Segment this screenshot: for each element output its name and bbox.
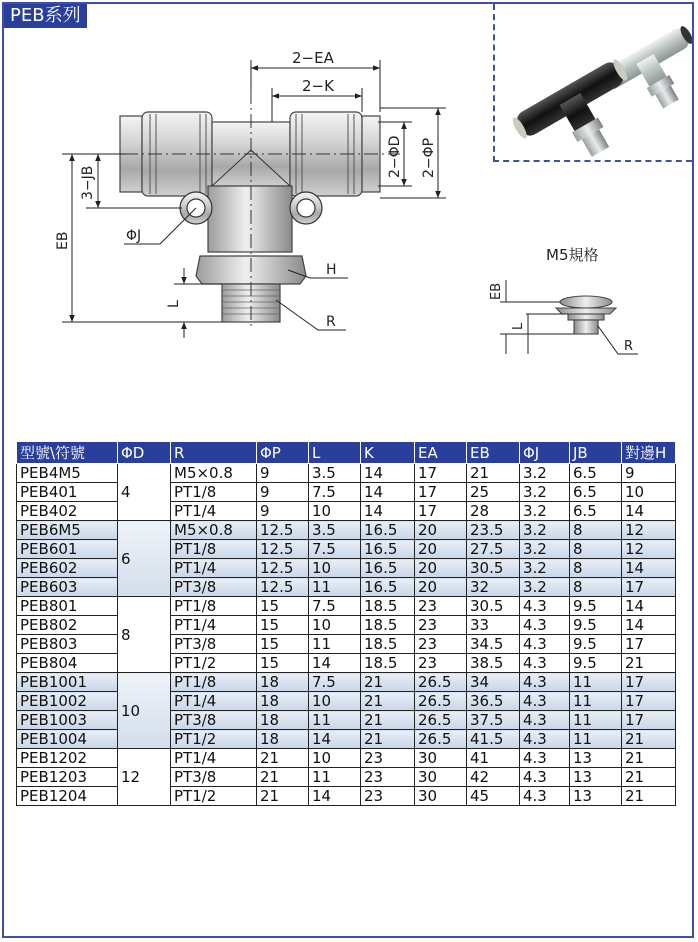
table-cell: 16.5: [361, 521, 415, 540]
table-cell: PT1/4: [171, 559, 257, 578]
table-cell: 3.2: [520, 521, 570, 540]
table-cell: PEB602: [17, 559, 118, 578]
table-cell: PEB803: [17, 635, 118, 654]
table-cell: 11: [570, 692, 622, 711]
table-cell: 17: [415, 483, 467, 502]
table-cell: 8: [570, 578, 622, 597]
table-cell: 4.3: [520, 711, 570, 730]
table-cell: 28: [467, 502, 520, 521]
table-row: [17, 540, 676, 559]
table-cell: 4: [118, 464, 171, 521]
table-cell: 14: [309, 730, 361, 749]
table-cell: 45: [467, 787, 520, 806]
table-cell: 33: [467, 616, 520, 635]
table-cell: 21: [361, 730, 415, 749]
table-cell: 3.2: [520, 540, 570, 559]
table-cell: 8: [570, 559, 622, 578]
table-cell: 21: [361, 711, 415, 730]
table-cell: 4.3: [520, 597, 570, 616]
table-cell: 20: [415, 578, 467, 597]
table-row: [17, 464, 676, 483]
table-cell: 6: [118, 521, 171, 597]
table-cell: 21: [361, 673, 415, 692]
table-cell: PT3/8: [171, 711, 257, 730]
column-header: JB: [570, 442, 622, 464]
table-cell: 17: [622, 692, 676, 711]
table-cell: 10: [309, 559, 361, 578]
table-cell: 12: [118, 749, 171, 806]
table-cell: 10: [309, 749, 361, 768]
table-cell: 7.5: [309, 540, 361, 559]
table-row: [17, 597, 676, 616]
table-cell: 14: [361, 502, 415, 521]
table-cell: 3.2: [520, 559, 570, 578]
table-cell: 14: [622, 502, 676, 521]
column-header: 對邊H: [622, 442, 676, 464]
table-cell: 42: [467, 768, 520, 787]
table-cell: PEB802: [17, 616, 118, 635]
table-cell: 4.3: [520, 768, 570, 787]
column-header: L: [309, 442, 361, 464]
table-cell: 11: [309, 768, 361, 787]
table-cell: 10: [309, 502, 361, 521]
column-header: R: [171, 442, 257, 464]
dim-eb-label: EB: [55, 231, 71, 250]
table-cell: 14: [361, 483, 415, 502]
table-cell: M5×0.8: [171, 464, 257, 483]
table-cell: 18.5: [361, 635, 415, 654]
table-cell: 14: [622, 559, 676, 578]
table-cell: 4.3: [520, 654, 570, 673]
table-cell: 17: [415, 502, 467, 521]
table-cell: 23: [361, 787, 415, 806]
table-row: [17, 654, 676, 673]
table-cell: PEB1004: [17, 730, 118, 749]
table-cell: PT3/8: [171, 768, 257, 787]
dim-3jb-label: 3−JB: [80, 165, 96, 200]
table-row: [17, 730, 676, 749]
table-cell: PEB1002: [17, 692, 118, 711]
spec-table: [16, 441, 676, 806]
table-cell: 21: [361, 692, 415, 711]
table-cell: 9.5: [570, 654, 622, 673]
table-cell: 3.2: [520, 483, 570, 502]
column-header: ΦD: [118, 442, 171, 464]
table-cell: 9: [257, 502, 309, 521]
table-cell: 34.5: [467, 635, 520, 654]
table-cell: 21: [622, 654, 676, 673]
table-cell: 14: [622, 616, 676, 635]
table-cell: 16.5: [361, 559, 415, 578]
table-body: [17, 464, 676, 806]
table-header-row: [17, 442, 676, 464]
dim-2phip-label: 2−ΦP: [421, 137, 437, 178]
table-cell: PT1/8: [171, 597, 257, 616]
m5-dim-l-label: L: [511, 322, 526, 330]
m5-drawing: [470, 230, 690, 370]
table-cell: 21: [257, 768, 309, 787]
table-cell: 34: [467, 673, 520, 692]
table-row: [17, 635, 676, 654]
dim-phij-label: ΦJ: [126, 228, 142, 244]
table-cell: 7.5: [309, 483, 361, 502]
table-cell: 6.5: [570, 502, 622, 521]
table-cell: 18.5: [361, 654, 415, 673]
table-cell: 6.5: [570, 464, 622, 483]
table-cell: 21: [257, 749, 309, 768]
table-cell: 15: [257, 597, 309, 616]
table-cell: PEB402: [17, 502, 118, 521]
table-cell: PT3/8: [171, 635, 257, 654]
table-cell: 41.5: [467, 730, 520, 749]
table-cell: 9: [257, 483, 309, 502]
dim-2ea-label: 2−EA: [292, 49, 334, 67]
table-cell: 17: [622, 673, 676, 692]
table-cell: 26.5: [415, 673, 467, 692]
table-cell: 4.3: [520, 730, 570, 749]
table-cell: 18.5: [361, 597, 415, 616]
table-cell: 21: [257, 787, 309, 806]
column-header: K: [361, 442, 415, 464]
table-row: [17, 673, 676, 692]
table-cell: 12.5: [257, 559, 309, 578]
m5-dim-r-label: R: [624, 339, 634, 354]
table-row: [17, 559, 676, 578]
table-cell: 12.5: [257, 540, 309, 559]
table-cell: 4.3: [520, 692, 570, 711]
table-cell: 11: [309, 578, 361, 597]
table-cell: PT1/2: [171, 730, 257, 749]
dim-2phid-label: 2−ΦD: [387, 135, 403, 178]
column-header: ΦJ: [520, 442, 570, 464]
dim-h-label: H: [326, 262, 337, 278]
table-cell: PEB1003: [17, 711, 118, 730]
table-cell: 23: [415, 597, 467, 616]
table-cell: 17: [622, 711, 676, 730]
table-cell: 9.5: [570, 635, 622, 654]
table-cell: 11: [570, 711, 622, 730]
table-cell: 18: [257, 692, 309, 711]
m5-title: M5規格: [546, 246, 599, 264]
table-cell: 20: [415, 540, 467, 559]
table-cell: 21: [622, 730, 676, 749]
table-cell: PEB4M5: [17, 464, 118, 483]
column-header: EB: [467, 442, 520, 464]
table-cell: 14: [622, 597, 676, 616]
table-cell: 11: [309, 711, 361, 730]
table-cell: 26.5: [415, 730, 467, 749]
table-cell: 12: [622, 521, 676, 540]
table-cell: PEB1202: [17, 749, 118, 768]
table-cell: 4.3: [520, 616, 570, 635]
table-cell: 27.5: [467, 540, 520, 559]
table-cell: PEB6M5: [17, 521, 118, 540]
table-cell: PEB603: [17, 578, 118, 597]
table-cell: 10: [309, 692, 361, 711]
table-cell: 9.5: [570, 597, 622, 616]
table-cell: PT1/4: [171, 616, 257, 635]
table-cell: 4.3: [520, 787, 570, 806]
table-cell: 41: [467, 749, 520, 768]
table-cell: 15: [257, 635, 309, 654]
table-cell: 18.5: [361, 616, 415, 635]
table-cell: 8: [118, 597, 171, 673]
table-row: [17, 578, 676, 597]
table-cell: 30: [415, 768, 467, 787]
dimension-drawing: [0, 0, 493, 360]
table-row: [17, 768, 676, 787]
table-cell: 8: [570, 521, 622, 540]
table-row: [17, 616, 676, 635]
table-cell: 10: [622, 483, 676, 502]
dim-l-label: L: [166, 300, 182, 308]
table-row: [17, 787, 676, 806]
table-cell: PT3/8: [171, 578, 257, 597]
table-cell: 4.3: [520, 673, 570, 692]
table-cell: 21: [622, 768, 676, 787]
table-cell: 3.5: [309, 521, 361, 540]
table-row: [17, 521, 676, 540]
column-header: ΦP: [257, 442, 309, 464]
table-cell: 7.5: [309, 673, 361, 692]
table-cell: PT1/4: [171, 502, 257, 521]
table-cell: PT1/8: [171, 540, 257, 559]
table-cell: 14: [309, 654, 361, 673]
table-cell: 23: [415, 654, 467, 673]
table-cell: PEB1203: [17, 768, 118, 787]
table-cell: PT1/4: [171, 749, 257, 768]
product-photo: [493, 4, 692, 162]
table-cell: 20: [415, 559, 467, 578]
table-cell: 18: [257, 730, 309, 749]
table-cell: PT1/2: [171, 654, 257, 673]
table-cell: 23: [361, 749, 415, 768]
table-cell: 30.5: [467, 559, 520, 578]
table-cell: 20: [415, 521, 467, 540]
table-cell: PEB601: [17, 540, 118, 559]
table-cell: 9: [622, 464, 676, 483]
table-cell: 3.2: [520, 502, 570, 521]
table-cell: 13: [570, 787, 622, 806]
table-cell: 17: [622, 635, 676, 654]
table-cell: 9.5: [570, 616, 622, 635]
table-cell: 21: [467, 464, 520, 483]
series-title: PEB系列: [4, 4, 87, 28]
table-cell: 11: [309, 635, 361, 654]
table-cell: PEB804: [17, 654, 118, 673]
table-row: [17, 711, 676, 730]
table-cell: 37.5: [467, 711, 520, 730]
table-cell: 13: [570, 749, 622, 768]
table-cell: 12.5: [257, 578, 309, 597]
table-cell: 9: [257, 464, 309, 483]
table-cell: 23: [415, 616, 467, 635]
table-cell: 25: [467, 483, 520, 502]
column-header: 型號\符號: [17, 442, 118, 464]
table-cell: 17: [415, 464, 467, 483]
table-cell: PEB1001: [17, 673, 118, 692]
table-cell: 7.5: [309, 597, 361, 616]
table-cell: 32: [467, 578, 520, 597]
table-cell: PEB401: [17, 483, 118, 502]
table-cell: 14: [309, 787, 361, 806]
table-cell: 10: [118, 673, 171, 749]
table-cell: 4.3: [520, 749, 570, 768]
m5-dim-eb-label: EB: [489, 282, 504, 300]
table-cell: 17: [622, 578, 676, 597]
table-cell: 38.5: [467, 654, 520, 673]
table-cell: PEB1204: [17, 787, 118, 806]
table-cell: 18: [257, 673, 309, 692]
table-cell: 12: [622, 540, 676, 559]
dim-2k-label: 2−K: [302, 77, 334, 95]
table-cell: 26.5: [415, 692, 467, 711]
table-row: [17, 692, 676, 711]
table-cell: 23.5: [467, 521, 520, 540]
table-cell: 10: [309, 616, 361, 635]
table-cell: 16.5: [361, 578, 415, 597]
table-cell: 3.2: [520, 464, 570, 483]
dim-r-label: R: [326, 314, 336, 330]
table-cell: 6.5: [570, 483, 622, 502]
table-cell: PT1/2: [171, 787, 257, 806]
table-cell: 3.5: [309, 464, 361, 483]
table-cell: 23: [361, 768, 415, 787]
table-cell: 30.5: [467, 597, 520, 616]
table-cell: 30: [415, 787, 467, 806]
table-cell: PEB801: [17, 597, 118, 616]
table-cell: 26.5: [415, 711, 467, 730]
table-cell: 13: [570, 768, 622, 787]
column-header: EA: [415, 442, 467, 464]
table-cell: 3.2: [520, 578, 570, 597]
table-cell: 8: [570, 540, 622, 559]
table-cell: 36.5: [467, 692, 520, 711]
table-row: [17, 483, 676, 502]
table-cell: 11: [570, 673, 622, 692]
table-cell: 23: [415, 635, 467, 654]
table-cell: 12.5: [257, 521, 309, 540]
table-cell: M5×0.8: [171, 521, 257, 540]
table-cell: 15: [257, 654, 309, 673]
table-cell: PT1/8: [171, 483, 257, 502]
table-cell: 21: [622, 787, 676, 806]
table-cell: 15: [257, 616, 309, 635]
table-cell: PT1/4: [171, 692, 257, 711]
table-cell: 18: [257, 711, 309, 730]
table-cell: 11: [570, 730, 622, 749]
table-cell: 30: [415, 749, 467, 768]
table-cell: 14: [361, 464, 415, 483]
table-cell: 16.5: [361, 540, 415, 559]
table-cell: 4.3: [520, 635, 570, 654]
table-cell: 21: [622, 749, 676, 768]
table-row: [17, 502, 676, 521]
table-cell: PT1/8: [171, 673, 257, 692]
table-row: [17, 749, 676, 768]
